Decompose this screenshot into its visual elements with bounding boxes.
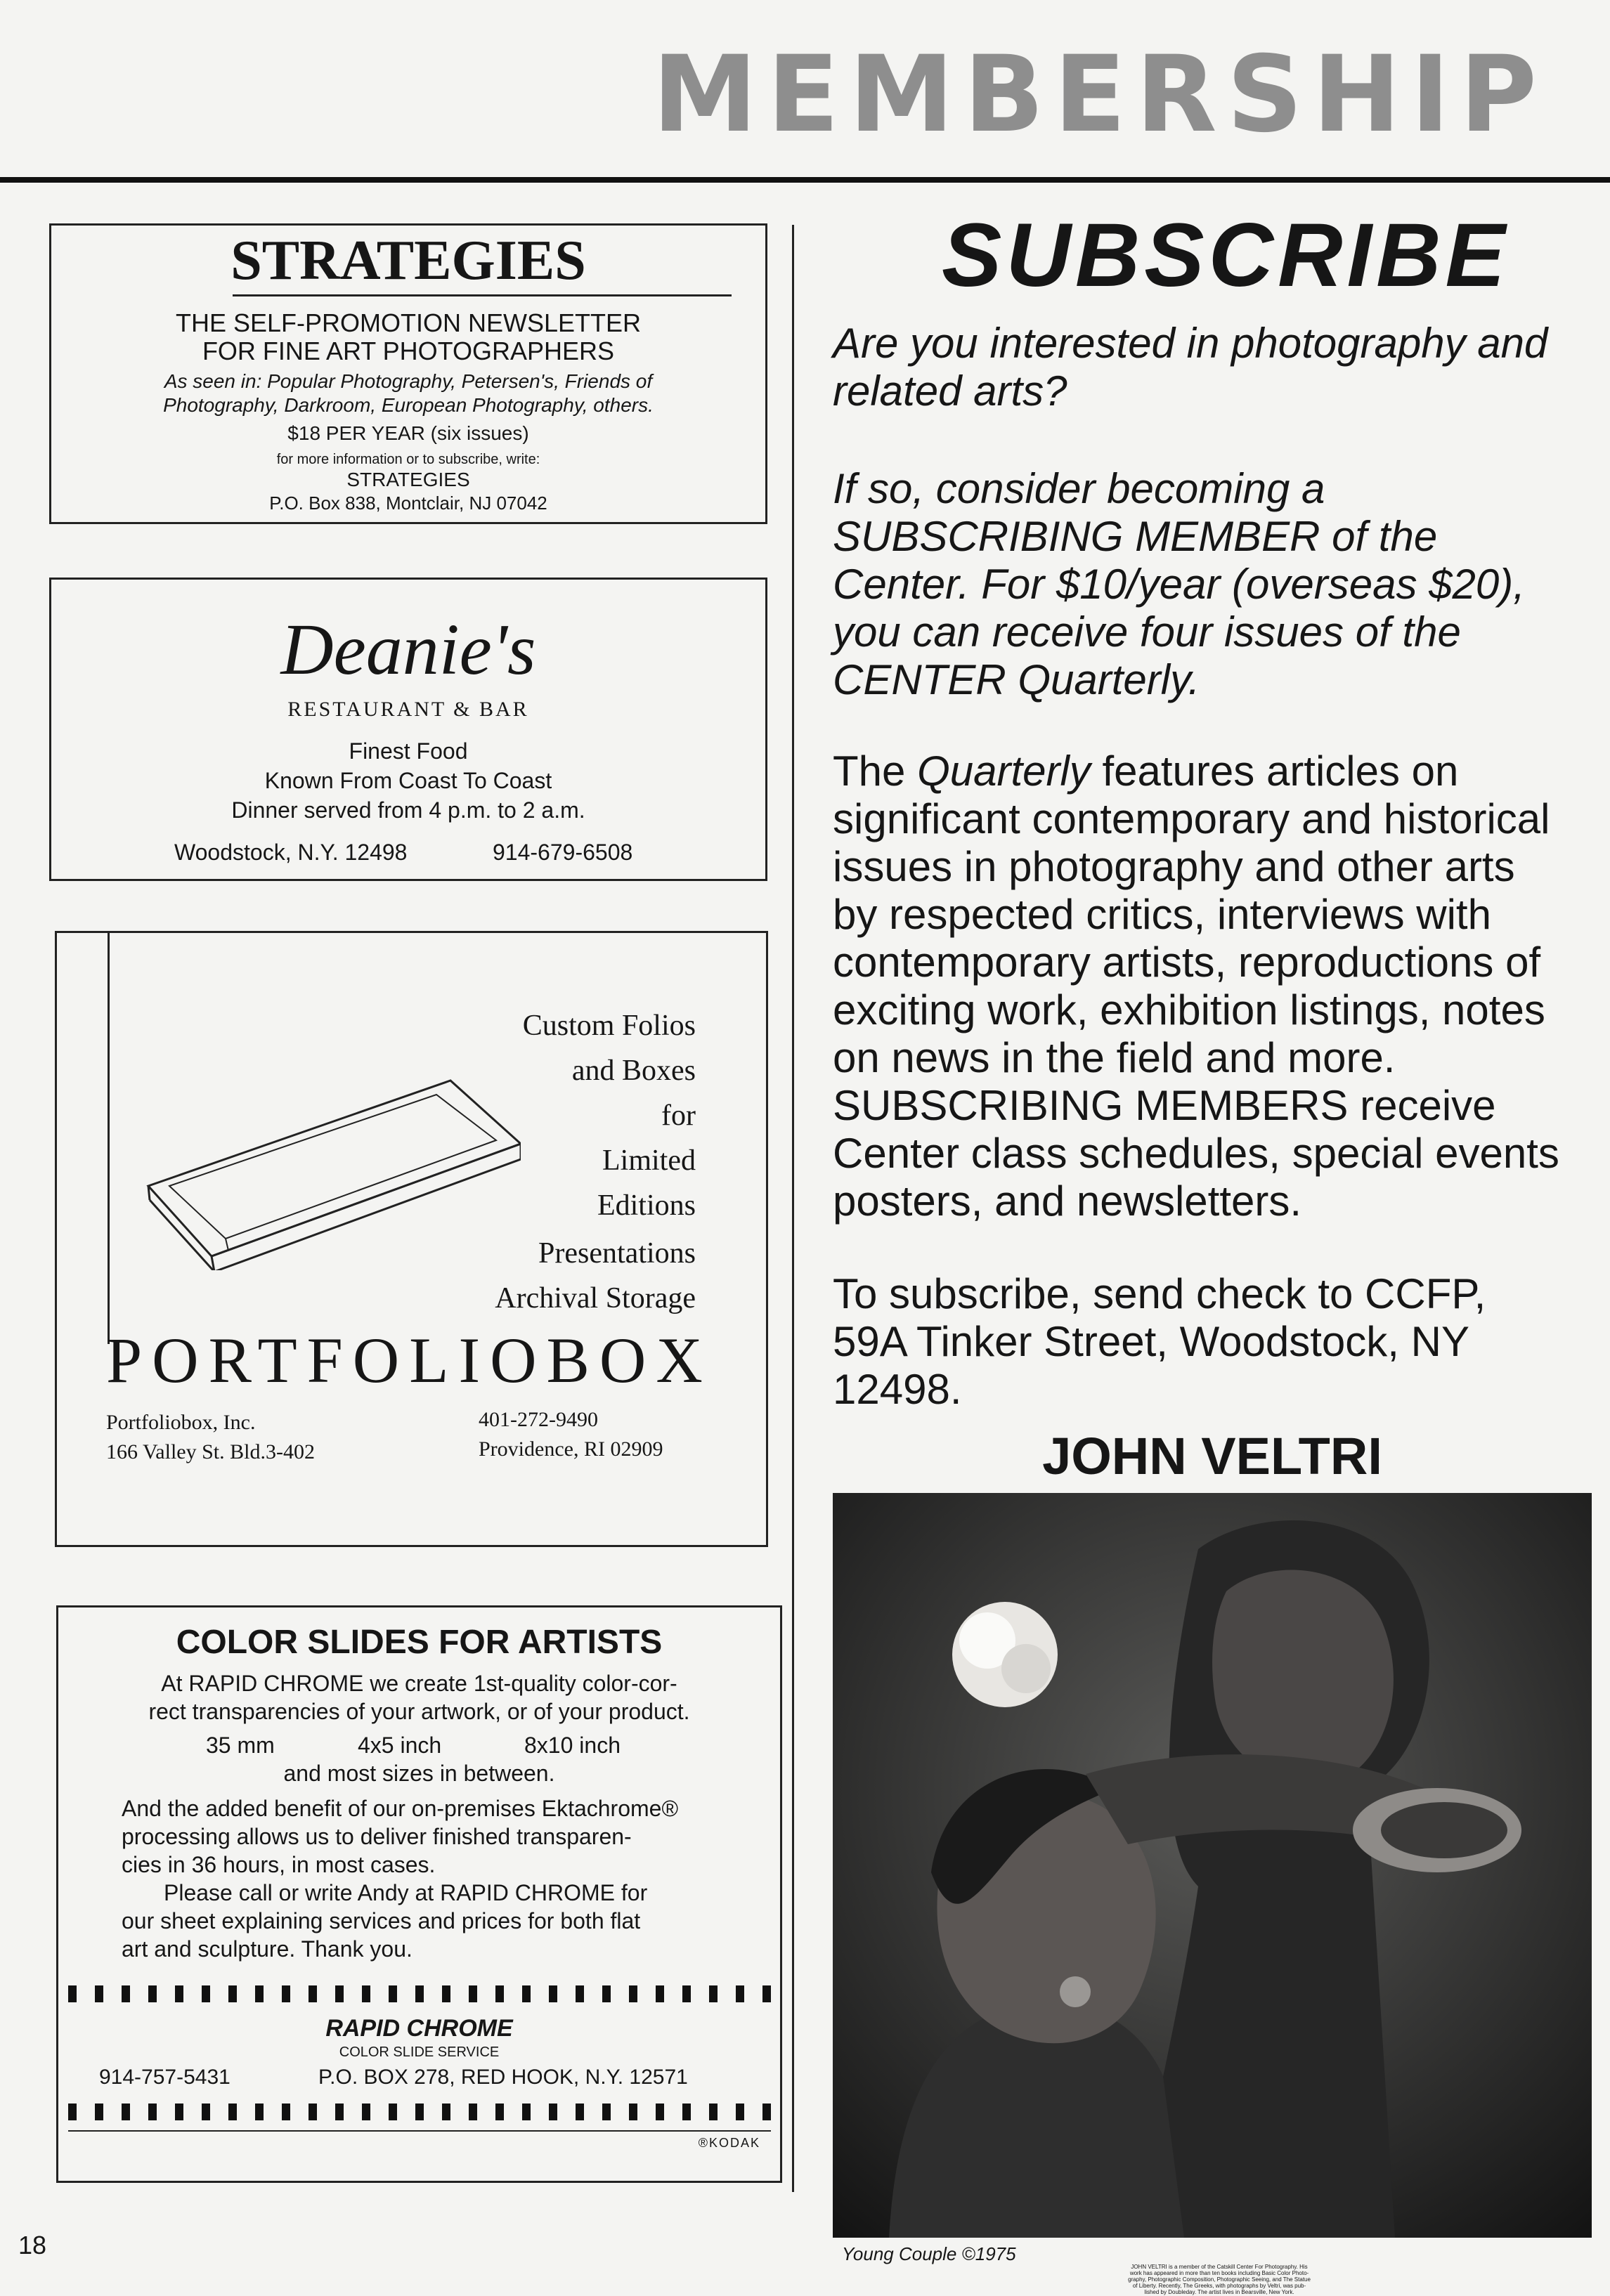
artist-bio-line: work has appeared in more than ten books including Basic Color Photo- [1129,2270,1309,2276]
portfoliobox-city: Providence, RI 02909 [479,1437,663,1461]
page-number: 18 [18,2231,47,2259]
subscribe-features-line: on news in the field and more. [833,1034,1396,1081]
rapid-title: COLOR SLIDES FOR ARTISTS [176,1624,663,1661]
artist-bio-line: lished by Doubleday. The artist lives in Bearsville, New York. [1144,2289,1294,2295]
rapid-p3-l3: art and sculpture. Thank you. [122,1936,413,1962]
artist-bio-line: graphy, Photographic Composition, Photographic Seeing, and The Statue [1128,2276,1311,2283]
ad-strategies-line2: FOR FINE ART PHOTOGRAPHERS [202,337,615,365]
deanies-phone: 914-679-6508 [493,840,633,865]
subscribe-title: SUBSCRIBE [942,205,1510,306]
rapid-service: COLOR SLIDE SERVICE [339,2044,500,2060]
portfoliobox-brand: PORTFOLIOBOX [106,1324,713,1396]
features-quarterly: Quarterly [917,748,1091,795]
tagline-line: Presentations [538,1237,696,1270]
deanies-subtitle: RESTAURANT & BAR [287,698,529,721]
subscribe-instructions [833,1270,1592,1414]
ad-strategies-info: for more information or to subscribe, write: [276,452,540,467]
portfoliobox-tagline [495,1003,696,1321]
subscribe-features-line: SUBSCRIBING MEMBERS receive [833,1082,1496,1129]
subscribe-features-line: exciting work, exhibition listings, notes [833,986,1545,1033]
tagline-line: Archival Storage [495,1282,696,1315]
ad-strategies-line1: THE SELF-PROMOTION NEWSLETTER [175,308,642,337]
ad-strategies-title-rule [233,294,732,296]
rapid-format-4x5: 4x5 inch [358,1733,442,1758]
artist-photo [833,1493,1592,2238]
subscribe-features-line: issues in photography and other arts [833,843,1515,890]
section-title: MEMBERSHIP [652,34,1547,156]
features-text: features articles on [1090,748,1459,795]
artist-bio [843,2264,1595,2295]
tagline-line: Custom Folios [522,1010,696,1042]
artist-bio-line: of Liberty. Recently, The Greeks, with photographs by Veltri, was pub- [1132,2283,1306,2289]
rapid-address: P.O. BOX 278, RED HOOK, N.Y. 12571 [318,2066,688,2089]
rapid-p2-l1: And the added benefit of our on-premises Ektachrome® [122,1796,679,1821]
folio-box-illustration [141,1067,521,1270]
deanies-logo: Deanie's [280,609,536,690]
tagline-line: for [661,1100,696,1132]
film-strip-bottom [68,2103,771,2120]
rapid-p1-l2: rect transparencies of your artwork, or of your product. [148,1699,690,1724]
rapid-kodak: ®KODAK [698,2136,760,2150]
ad-strategies-title: STRATEGIES [231,230,586,292]
subscribe-instructions-line: 12498. [833,1366,962,1413]
deanies-city: Woodstock, N.Y. 12498 [174,840,408,865]
portfoliobox-phone: 401-272-9490 [479,1408,598,1431]
subscribe-features [833,748,1592,1225]
film-strip-top [68,1985,771,2002]
rapid-p1-l1: At RAPID CHROME we create 1st-quality color-cor- [161,1671,677,1696]
subscribe-offer-line: If so, consider becoming a [833,465,1325,512]
ad-strategies [49,223,767,524]
photo-caption: Young Couple ©1975 [842,2243,1016,2264]
artist-name: JOHN VELTRI [1042,1427,1382,1485]
subscribe-features-line: by respected critics, interviews with [833,891,1491,938]
ad-strategies-price: $18 PER YEAR (six issues) [287,422,529,444]
tagline-line: Editions [597,1189,696,1222]
subscribe-features-line: posters, and newsletters. [833,1178,1302,1225]
ad-strategies-name: STRATEGIES [346,469,470,490]
subscribe-offer-line: you can receive four issues of the [833,608,1461,655]
subscribe-instructions-line: To subscribe, send check to CCFP, [833,1270,1486,1317]
deanies-line1: Finest Food [349,738,468,764]
rapid-p3-l2: our sheet explaining services and prices for both flat [122,1908,641,1933]
ad-deanies [49,578,767,881]
subscribe-instructions-line: 59A Tinker Street, Woodstock, NY [833,1318,1469,1365]
header-rule [0,177,1610,183]
subscribe-offer [833,465,1592,704]
tagline-line: Limited [602,1144,696,1177]
column-divider [792,225,794,2192]
subscribe-question-line: Are you interested in photography and [833,320,1548,367]
rapid-format-8x10: 8x10 inch [524,1733,621,1758]
rapid-footer-rule [68,2130,771,2132]
subscribe-offer-line: SUBSCRIBING MEMBER of the [833,513,1438,560]
subscribe-features-line: significant contemporary and historical [833,795,1550,842]
ad-portfoliobox [55,931,768,1547]
rapid-p2-l2: processing allows us to deliver finished transparen- [122,1824,632,1849]
rapid-brand: RAPID CHROME [325,2015,513,2042]
deanies-line2: Known From Coast To Coast [264,768,552,793]
ad-rapid-chrome [56,1605,782,2183]
subscribe-features-first-line [833,748,1592,795]
portfoliobox-street: 166 Valley St. Bld.3-402 [106,1440,315,1463]
artist-bio-line: JOHN VELTRI is a member of the Catskill Center For Photography. His [1131,2264,1308,2270]
ad-strategies-address: P.O. Box 838, Montclair, NJ 07042 [269,493,547,514]
subscribe-offer-line: CENTER Quarterly. [833,656,1200,703]
ad-strategies-seen-in-2: Photography, Darkroom, European Photography, others. [163,394,654,416]
portfoliobox-inner-rule [108,933,110,1344]
deanies-line3: Dinner served from 4 p.m. to 2 a.m. [231,797,585,823]
tagline-line: and Boxes [571,1055,696,1087]
ad-strategies-seen-in-1: As seen in: Popular Photography, Petersen's, Friends of [164,370,653,392]
features-text: The [833,748,918,795]
young-couple-photo [833,1493,1592,2238]
subscribe-question-line: related arts? [833,367,1067,415]
subscribe-question [833,320,1592,415]
rapid-format-more: and most sizes in between. [283,1761,555,1786]
subscribe-features-line: Center class schedules, special events [833,1130,1559,1177]
rapid-phone: 914-757-5431 [99,2066,231,2089]
rapid-p2-l3: cies in 36 hours, in most cases. [122,1852,436,1877]
rapid-p3-l1: Please call or write Andy at RAPID CHROME for [164,1880,648,1905]
subscribe-features-line: contemporary artists, reproductions of [833,939,1541,986]
subscribe-offer-line: Center. For $10/year (overseas $20), [833,561,1525,608]
portfoliobox-company: Portfoliobox, Inc. [106,1411,256,1434]
rapid-format-35mm: 35 mm [206,1733,275,1758]
